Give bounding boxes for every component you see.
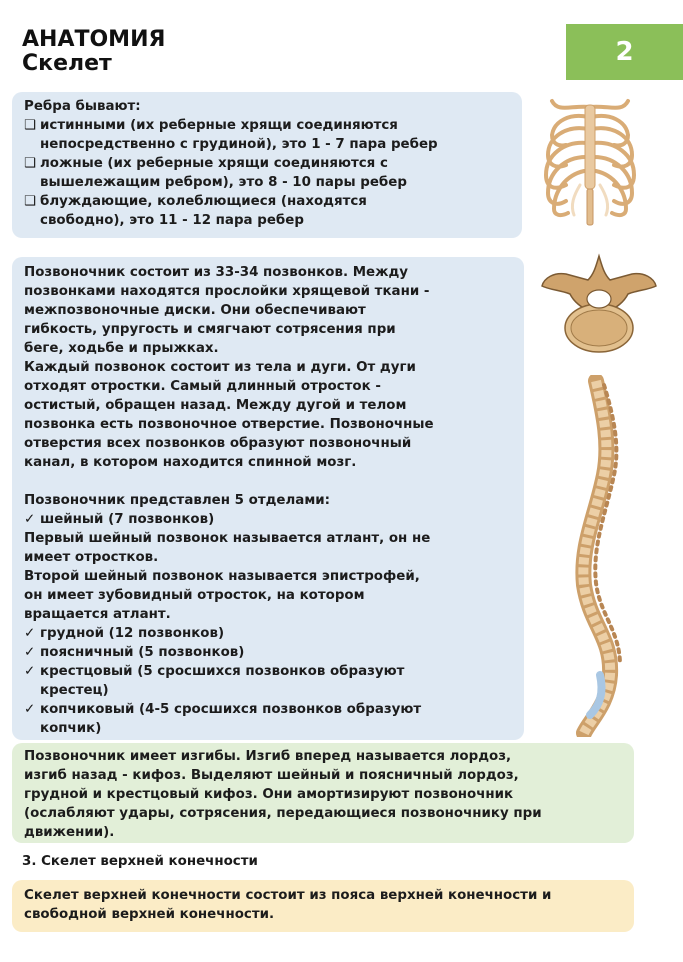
spine-section-label-cont: копчик) xyxy=(40,721,102,736)
spine-section-label: грудной (12 позвонков) xyxy=(40,626,225,641)
spine-text-line: беге, ходьбе и прыжках. xyxy=(24,341,219,356)
upper-limb-text-line: свободной верхней конечности. xyxy=(24,907,275,922)
page-title xyxy=(22,28,165,76)
spine-text-line: межпозвоночные диски. Они обеспечивают xyxy=(24,303,366,318)
curves-text-line: Позвоночник имеет изгибы. Изгиб вперед называется лордоз, xyxy=(24,749,512,764)
cervical-note: он имеет зубовидный отросток, на котором xyxy=(24,588,365,603)
title-line-anatomy: АНАТОМИЯ xyxy=(22,27,166,52)
spine-text-line: канал, в котором находится спинной мозг. xyxy=(24,455,357,470)
spine-info-box xyxy=(12,257,524,740)
checkbox-bullet-icon: ❑ xyxy=(24,118,37,133)
spine-text-line: позвонками находятся прослойки хрящевой ткани - xyxy=(24,284,430,299)
spine-section-cervical xyxy=(24,510,514,529)
ribs-heading: Ребра бывают: xyxy=(24,99,141,114)
page-number-badge: 2 xyxy=(566,24,683,80)
curves-text-line: (ослабляют удары, сотрясения, передающиеся позвоночнику при xyxy=(24,806,542,821)
curves-text-line: изгиб назад - кифоз. Выделяют шейный и поясничный лордоз, xyxy=(24,768,519,783)
check-icon: ✓ xyxy=(24,626,36,641)
spine-text-line: Позвоночник состоит из 33-34 позвонков. Между xyxy=(24,265,408,280)
spine-section-label: поясничный (5 позвонков) xyxy=(40,645,245,660)
check-icon: ✓ xyxy=(24,702,36,717)
cervical-note: Первый шейный позвонок называется атлант, он не xyxy=(24,531,431,546)
spine-sections-heading: Позвоночник представлен 5 отделами: xyxy=(24,493,330,508)
rib-cage-illustration xyxy=(540,95,640,230)
spine-text-line: отверстия всех позвонков образуют позвоночный xyxy=(24,436,412,451)
spine-section-label-cont: крестец) xyxy=(40,683,109,698)
spine-section-thoracic xyxy=(24,624,514,643)
spine-section-label: копчиковый (4-5 сросшихся позвонков образуют xyxy=(40,702,422,717)
cervical-note: имеет отростков. xyxy=(24,550,159,565)
check-icon: ✓ xyxy=(24,512,36,527)
section-title-upper-limb: 3. Скелет верхней конечности xyxy=(22,854,258,869)
spine-section-label: крестцовый (5 сросшихся позвонков образуют xyxy=(40,664,405,679)
cervical-note: вращается атлант. xyxy=(24,607,171,622)
ribs-item-floating xyxy=(24,192,512,211)
cervical-note: Второй шейный позвонок называется эпистрофей, xyxy=(24,569,420,584)
spine-text-line: остистый, обращен назад. Между дугой и телом xyxy=(24,398,407,413)
check-icon: ✓ xyxy=(24,664,36,679)
spine-section-label: шейный (7 позвонков) xyxy=(40,512,215,527)
checkbox-bullet-icon: ❑ xyxy=(24,156,37,171)
spine-text-line: гибкость, упругость и смягчают сотрясения при xyxy=(24,322,396,337)
vertebra-illustration xyxy=(540,252,658,357)
ribs-item-true xyxy=(24,116,512,135)
ribs-item-text: истинными (их реберные хрящи соединяются xyxy=(40,118,398,133)
ribs-item-false xyxy=(24,154,512,173)
ribs-item-text: блуждающие, колеблющиеся (находятся xyxy=(40,194,367,209)
spinal-column-illustration xyxy=(560,375,642,737)
ribs-item-text-cont: непосредственно с грудиной), это 1 - 7 пара ребер xyxy=(40,137,438,152)
curves-text-line: движении). xyxy=(24,825,115,840)
ribs-item-text-cont: свободно), это 11 - 12 пара ребер xyxy=(40,213,304,228)
spine-curves-box xyxy=(12,743,634,843)
spine-text-line: Каждый позвонок состоит из тела и дуги. От дуги xyxy=(24,360,416,375)
ribs-item-text: ложные (их реберные хрящи соединяются с xyxy=(40,156,388,171)
check-icon: ✓ xyxy=(24,645,36,660)
ribs-info-box xyxy=(12,92,522,238)
spine-text-line: позвонка есть позвоночное отверстие. Позвоночные xyxy=(24,417,434,432)
upper-limb-text-line: Скелет верхней конечности состоит из пояса верхней конечности и xyxy=(24,888,552,903)
upper-limb-box xyxy=(12,880,634,932)
ribs-item-text-cont: вышележащим ребром), это 8 - 10 пары ребер xyxy=(40,175,407,190)
spine-section-coccygeal xyxy=(24,700,514,719)
title-line-skeleton: Скелет xyxy=(22,51,112,76)
spine-section-lumbar xyxy=(24,643,514,662)
checkbox-bullet-icon: ❑ xyxy=(24,194,37,209)
spine-text-line: отходят отростки. Самый длинный отросток - xyxy=(24,379,381,394)
curves-text-line: грудной и крестцовый кифоз. Они амортизируют позвоночник xyxy=(24,787,514,802)
spine-section-sacral xyxy=(24,662,514,681)
